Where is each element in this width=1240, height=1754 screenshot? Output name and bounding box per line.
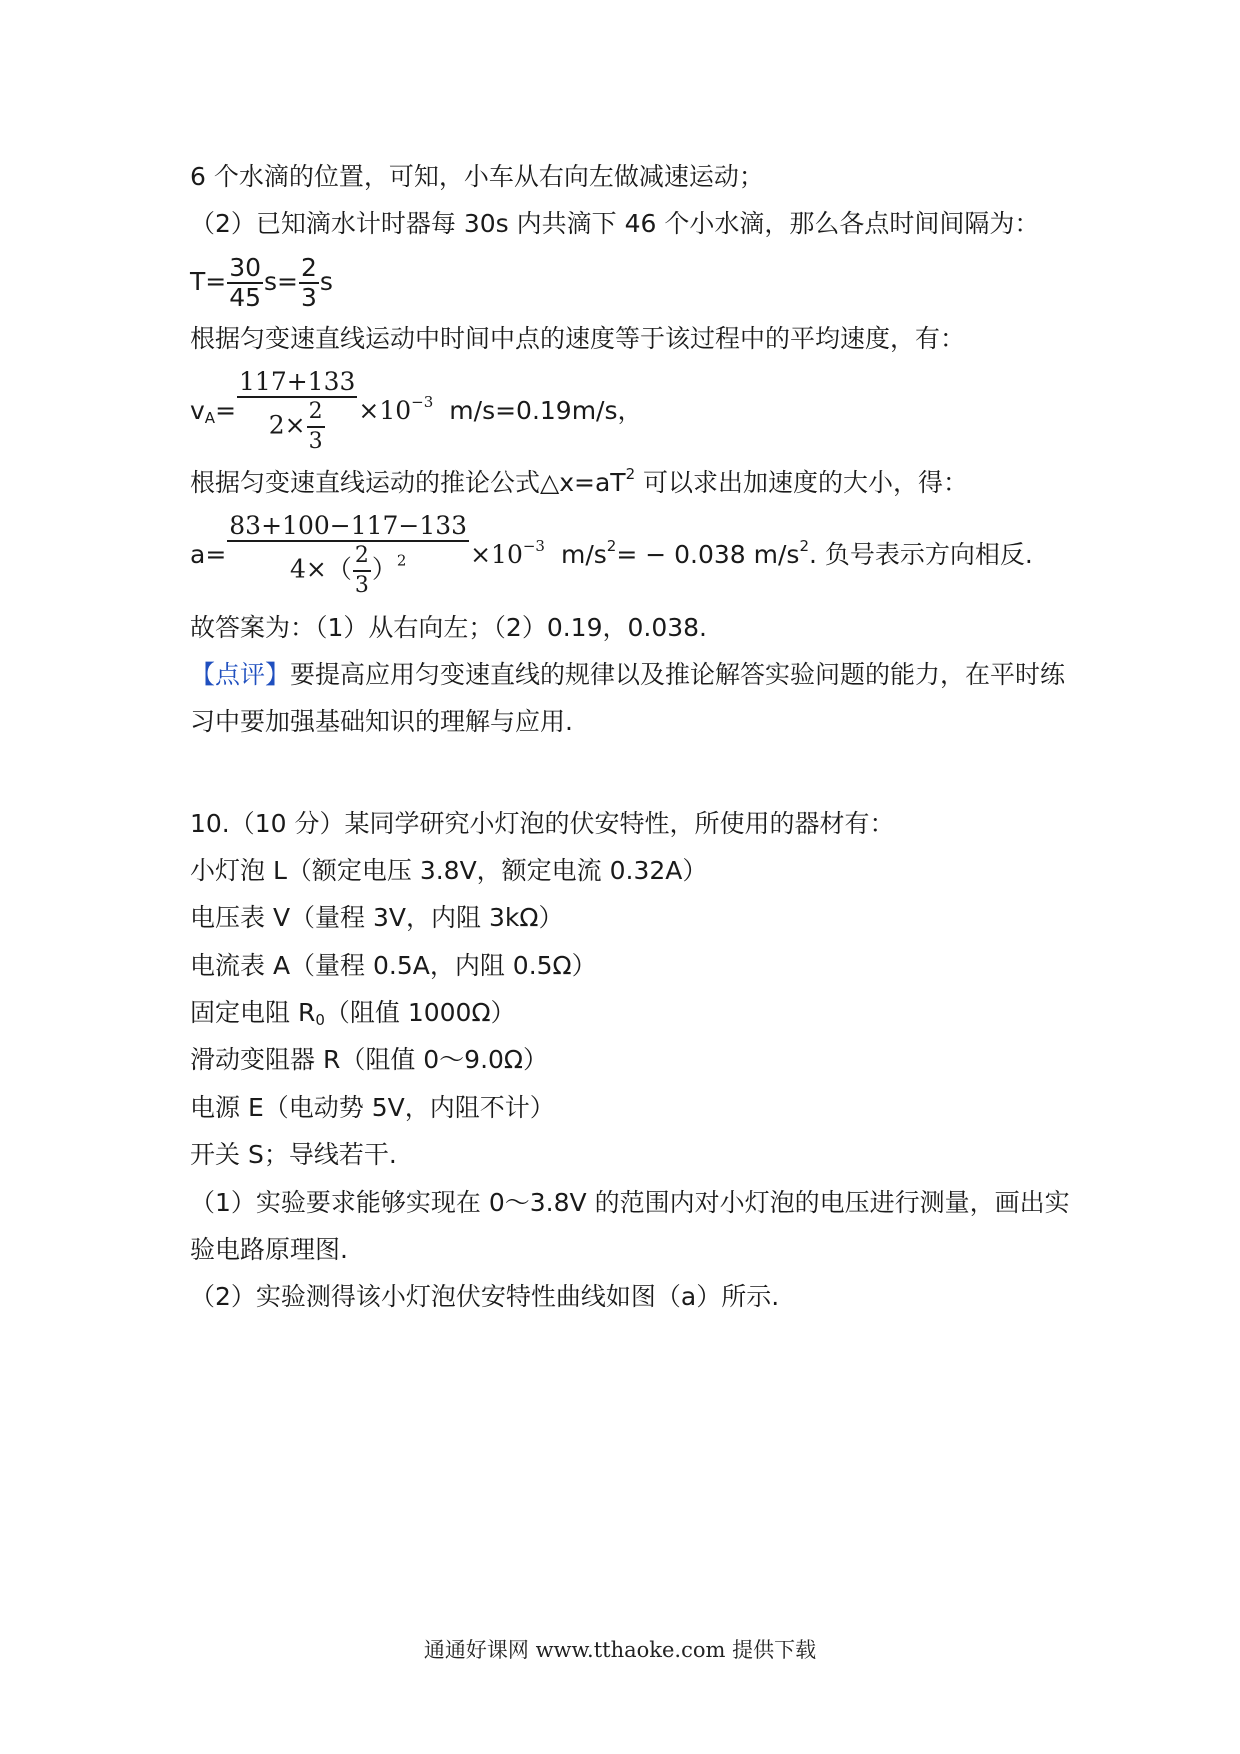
material-item	[190, 996, 516, 1030]
material-item: 滑动变阻器 R（阻值 0～9.0Ω）	[190, 1045, 549, 1074]
fraction	[237, 368, 357, 456]
superscript: 2	[625, 465, 636, 483]
denominator	[227, 542, 469, 600]
comment-text: 要提高应用匀变速直线的规律以及推论解答实验问题的能力，在平时练	[290, 660, 1066, 689]
numerator: 30	[229, 253, 262, 282]
text-part: 根据匀变速直线运动的推论公式△x=aT	[190, 468, 626, 497]
material-item: 小灯泡 L（额定电压 3.8V，额定电流 0.32A）	[190, 856, 708, 885]
question-title: 10.（10 分）某同学研究小灯泡的伏安特性，所使用的器材有：	[190, 809, 895, 838]
formula-text: s=	[264, 267, 299, 296]
comment-line	[190, 658, 1065, 692]
material-item: 电压表 V（量程 3V，内阻 3kΩ）	[190, 903, 564, 932]
formula-text: ×10	[470, 540, 523, 569]
formula-text: ×10	[358, 396, 412, 425]
formula-text: s	[319, 267, 333, 296]
formula-text: . 负号表示方向相反.	[809, 540, 1033, 569]
formula-text: a=	[190, 540, 227, 569]
subscript: 0	[315, 1011, 325, 1029]
answer-line: 故答案为：（1）从右向左；（2）0.19，0.038.	[190, 613, 707, 642]
text-line	[190, 466, 968, 500]
denominator: 3	[308, 429, 323, 454]
text-line: 习中要加强基础知识的理解与应用.	[190, 707, 573, 736]
denominator: 45	[229, 283, 262, 312]
formula-a	[190, 507, 1033, 603]
formula-text: = − 0.038 m/s	[616, 540, 800, 569]
formula-exponent: −3	[522, 537, 545, 555]
text-line: 6 个水滴的位置，可知，小车从右向左做减速运动；	[190, 162, 764, 191]
numerator: 2	[301, 253, 317, 282]
subquestion: （1）实验要求能够实现在 0～3.8V 的范围内对小灯泡的电压进行测量，画出实	[190, 1188, 1070, 1217]
numerator: 2	[353, 542, 371, 572]
material-item: 电流表 A（量程 0.5A，内阻 0.5Ω）	[190, 951, 597, 980]
denominator-text: 4×（	[289, 554, 352, 584]
formula-text: m/s=0.19m/s，	[449, 396, 643, 425]
formula-text: T=	[190, 267, 227, 296]
formula-v	[190, 366, 643, 456]
subquestion: 验电路原理图.	[190, 1235, 348, 1264]
formula-exponent: −3	[411, 393, 434, 411]
formula-text: =	[215, 396, 237, 425]
text-line: 根据匀变速直线运动中时间中点的速度等于该过程中的平均速度，有：	[190, 324, 966, 353]
formula-text: m/s	[560, 540, 607, 569]
material-item: 电源 E（电动势 5V，内阻不计）	[190, 1093, 555, 1122]
fraction	[227, 254, 263, 312]
text-line: （2）已知滴水计时器每 30s 内共滴下 46 个小水滴，那么各点时间间隔为：	[190, 209, 1040, 238]
denominator: 3	[301, 283, 317, 312]
exponent: 2	[396, 551, 407, 570]
formula-t	[190, 252, 333, 312]
subquestion: （2）实验测得该小灯泡伏安特性曲线如图（a）所示.	[190, 1282, 780, 1311]
formula-text: v	[190, 396, 205, 425]
fraction	[299, 254, 319, 312]
denominator: 3	[354, 573, 369, 598]
fraction	[353, 542, 371, 600]
material-text: （阻值 1000Ω）	[324, 998, 516, 1027]
numerator: 2	[307, 398, 325, 428]
comment-tag: 【点评】	[190, 660, 291, 689]
denominator	[237, 398, 357, 456]
fraction	[307, 398, 325, 456]
formula-exponent: 2	[799, 537, 809, 555]
numerator: 117+133	[239, 367, 356, 396]
denominator-text: ）	[371, 554, 397, 584]
material-text: 固定电阻 R	[190, 998, 316, 1027]
page-footer: 通通好课网 www.tthaoke.com 提供下载	[423, 1638, 817, 1662]
text-part: 可以求出加速度的大小，得：	[635, 468, 969, 497]
numerator: 83+100−117−133	[229, 511, 468, 540]
material-item: 开关 S；导线若干.	[190, 1140, 397, 1169]
denominator-text: 2×	[268, 410, 306, 440]
fraction	[227, 512, 469, 600]
formula-exponent: 2	[606, 537, 617, 555]
formula-subscript: A	[204, 409, 216, 427]
